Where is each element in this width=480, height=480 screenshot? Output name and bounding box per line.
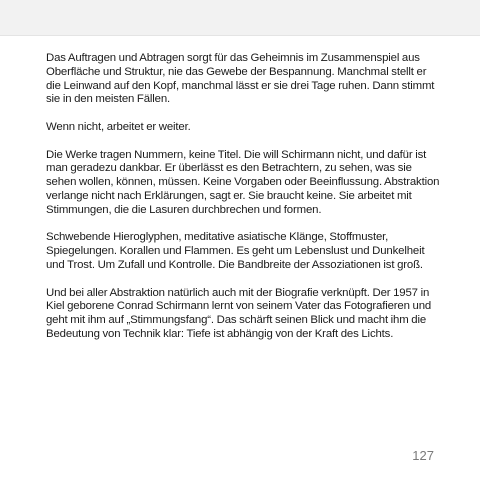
paragraph-4: Schwebende Hieroglyphen, meditative asiatische Klänge, Stoffmuster, Spiegelungen. Korallen und Flammen. Es geht um Lebenslust und Dunkelheit und Trost. Um Zufall und Kontrolle. Die Bandbreite der Assoziationen ist groß. [46, 231, 425, 271]
paragraph-3: Die Werke tragen Nummern, keine Titel. Die will Schirmann nicht, und dafür ist man geradezu dankbar. Er überlässt es den Betrachtern, zu sehen, was sie sehen wollen, können, müssen. Keine Vorgaben oder Beeinflussung. Abstraktion verlange nicht nach Erklärungen, sagt er. Sie braucht keine. Sie arbeitet mit Stimmungen, die die Lasuren durchbrechen und formen. [46, 148, 440, 216]
viewer-top-bar [0, 0, 480, 36]
body-text [46, 52, 442, 356]
paragraph-5: Und bei aller Abstraktion natürlich auch mit der Biografie verknüpft. Der 1957 in Kiel geborene Conrad Schirmann lernt von seinem Vater das Fotografieren und geht mit ihm auf „Stimmungsfang“. Das schärft seinen Blick und macht ihm die Bedeutung von Technik klar: Tiefe ist abhängig von der Kraft des Lichts. [46, 286, 432, 340]
paragraph-2: Wenn nicht, arbeitet er weiter. [46, 120, 191, 133]
paragraph-1: Das Auftragen und Abtragen sorgt für das Geheimnis im Zusammenspiel aus Oberfläche und Struktur, nie das Gewebe der Bespannung. Manchmal stellt er die Leinwand auf den Kopf, manchmal lässt er sie drei Tage ruhen. Dann stimmt sie in den meisten Fällen. [46, 52, 435, 106]
page-number: 127 [412, 448, 434, 463]
document-page [0, 36, 480, 480]
